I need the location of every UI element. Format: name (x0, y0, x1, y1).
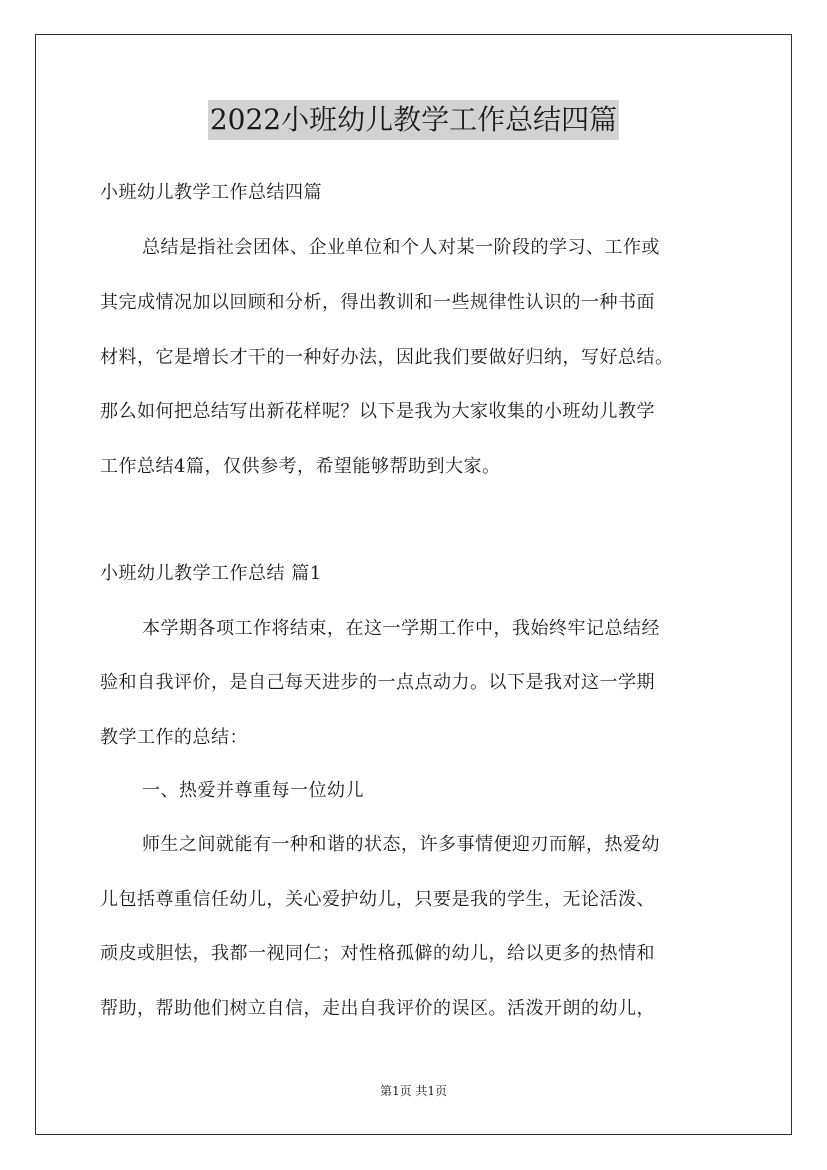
subheading: 一、热爱并尊重每一位幼儿 (142, 780, 364, 801)
paragraph-line: 那么如何把总结写出新花样呢？以下是我为大家收集的小班幼儿教学 (100, 401, 655, 422)
paragraph-line: 教学工作的总结： (100, 727, 248, 748)
section-heading: 小班幼儿教学工作总结四篇 (100, 182, 322, 203)
page-footer: 第1页 共1页 (379, 1084, 448, 1098)
paragraph-line: 本学期各项工作将结束，在这一学期工作中，我始终牢记总结经 (142, 618, 660, 639)
paragraph-line: 验和自我评价，是自己每天进步的一点点动力。以下是我对这一学期 (100, 672, 655, 693)
section-heading: 小班幼儿教学工作总结 篇1 (100, 563, 322, 584)
paragraph-line: 工作总结4篇，仅供参考，希望能够帮助到大家。 (100, 456, 501, 477)
paragraph-line: 总结是指社会团体、企业单位和个人对某一阶段的学习、工作或 (142, 237, 660, 258)
title-container (0, 100, 827, 140)
paragraph-line: 其完成情况加以回顾和分析，得出教训和一些规律性认识的一种书面 (100, 292, 655, 313)
paragraph-line: 材料，它是增长才干的一种好办法，因此我们要做好归纳，写好总结。 (100, 347, 674, 368)
paragraph-line: 师生之间就能有一种和谐的状态，许多事情便迎刃而解，热爱幼 (142, 834, 660, 855)
paragraph-line: 帮助，帮助他们树立自信，走出自我评价的误区。活泼开朗的幼儿， (100, 998, 655, 1019)
paragraph-line: 顽皮或胆怯，我都一视同仁；对性格孤僻的幼儿，给以更多的热情和 (100, 943, 655, 964)
paragraph-line: 儿包括尊重信任幼儿，关心爱护幼儿，只要是我的学生，无论活泼、 (100, 889, 655, 910)
document-title: 2022小班幼儿教学工作总结四篇 (208, 100, 619, 140)
